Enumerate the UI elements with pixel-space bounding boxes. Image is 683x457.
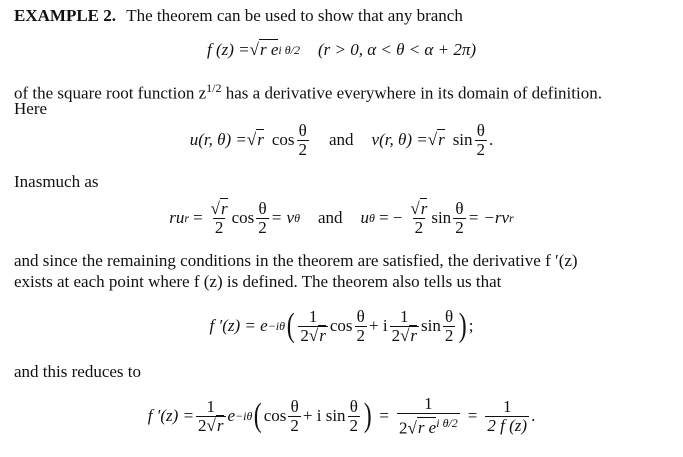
equation-cauchy-riemann: ru r = $\frac{√r}{2}$ cos $\frac{\theta}{2}$ = v θ and u θ = − $\frac{√r}{2}$ sin $\frac{\theta}{2}$ = −rv r: [169, 198, 514, 237]
example-label: EXAMPLE 2.: [14, 6, 116, 25]
inasmuch-line: Inasmuch as: [14, 172, 99, 191]
eq2-cos: cos: [271, 130, 295, 149]
eq2-frac-2: $\frac{\theta}{2}$: [476, 120, 486, 159]
eq5-frac-f: $\frac{1}{2 f (z)}$: [487, 396, 528, 435]
para1-text-end: has a derivative everywhere in its domain of definition.: [221, 83, 602, 103]
eq4-frac-2: $\frac{1}{2√r}$: [391, 306, 418, 345]
eq2-and: and: [329, 130, 354, 149]
paragraph-2-line-2: exists at each point where f (z) is defined. The theorem also tells us that: [14, 272, 502, 291]
eq5-frac-exp: $\frac{1}{2√r e^{i \theta/2}}$: [398, 393, 458, 438]
eq2-frac-1: $\frac{\theta}{2}$: [298, 120, 307, 159]
eq3-mid: = v: [270, 208, 295, 227]
eq1-cond: (r > 0, α < θ < α + 2π): [317, 40, 476, 59]
eq4-frac-1: $\frac{1}{2√r}$: [300, 306, 326, 345]
eq5-plus-i-sin: + i sin: [302, 406, 346, 425]
eq3-left: ru: [169, 208, 185, 227]
eq3-u: u: [360, 208, 370, 227]
eq3-frac-sqrt: $\frac{√r}{2}$: [210, 198, 228, 237]
paragraph-2-line-1: and since the remaining conditions in the theorem are satisfied, the derivative f ′(z): [14, 251, 578, 270]
eq3-and: and: [317, 208, 343, 227]
para1-text: of the square root function z: [14, 83, 207, 103]
eq4-end: ;: [468, 316, 474, 335]
eq2-sin: sin: [452, 130, 473, 149]
equation-u-v: u(r, θ) = √r cos $\frac{\theta}{2}$ and v(r, θ) = √r sin $\frac{\theta}{2}$ .: [189, 120, 494, 159]
equation-final: f ′(z) = $\frac{1}{2√r}$ e −iθ ( cos $\frac{\theta}{2}$ + i sin $\frac{\theta}{2}$ ) = $\frac{1}{2√r e^{i \theta/2}}$ = $\frac{1}{2 f (z)}$ .: [147, 393, 536, 438]
paragraph-1-line-2: Here: [14, 99, 48, 118]
eq1-rhs: r e: [259, 40, 279, 59]
eq1-lhs: f (z) =: [206, 40, 250, 59]
eq4-lhs: f ′(z) = e: [209, 316, 268, 335]
equation-branch: f (z) = √r e i θ/2 (r > 0, α < θ < α + 2π): [206, 40, 476, 59]
eq3-right: = −rv: [467, 208, 510, 227]
reduces-line: and this reduces to: [14, 362, 141, 381]
example-heading-line: [14, 6, 674, 26]
para1-exp: 1/2: [206, 81, 222, 95]
eq2-v: v(r, θ) =: [371, 130, 428, 149]
example-intro: The theorem can be used to show that any branch: [126, 6, 463, 25]
eq1-exp: i θ/2: [278, 42, 300, 57]
eq5-lhs: f ′(z) =: [147, 406, 195, 425]
eq4-plus-i: + i: [369, 316, 388, 335]
equation-derivative: f ′(z) = e −iθ ( $\frac{1}{2√r}$ cos $\frac{\theta}{2}$ + i $\frac{1}{2√r}$ sin $\frac{\theta}{2}$ ) ;: [209, 306, 474, 345]
eq2-u: u(r, θ) =: [189, 130, 247, 149]
